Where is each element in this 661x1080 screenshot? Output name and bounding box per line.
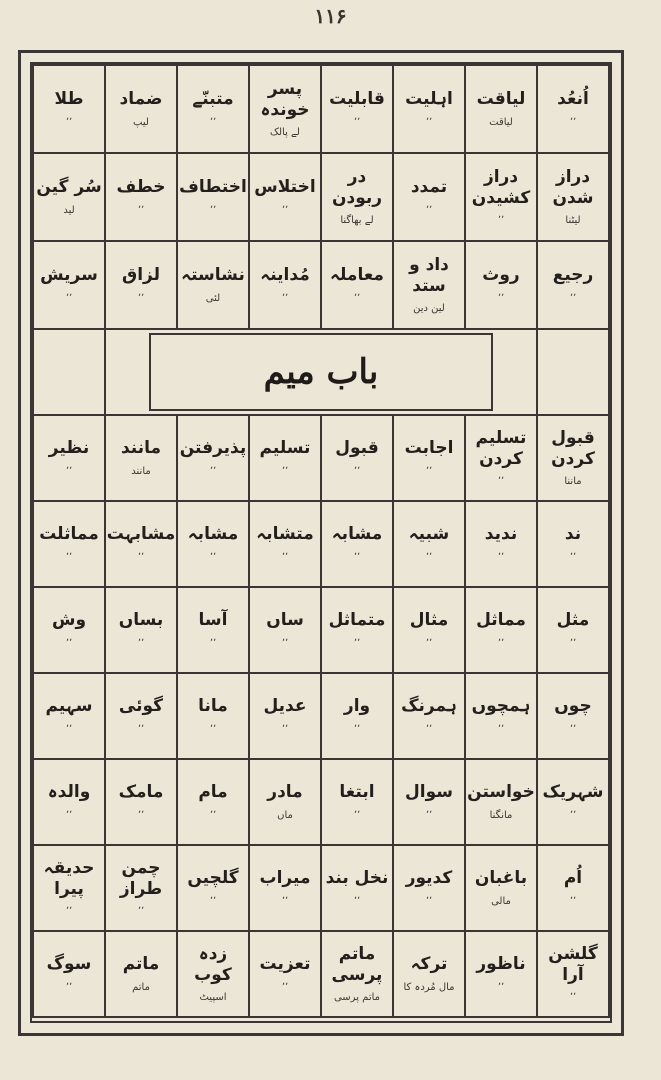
cell-word: ضماد — [119, 89, 163, 110]
cell-word: بساں — [118, 610, 164, 631]
table-cell — [177, 501, 249, 587]
cell-word: مام — [198, 782, 228, 803]
cell-gloss: ٬٬ — [353, 637, 361, 649]
page-number: ۱۱۶ — [314, 4, 347, 28]
cell-gloss: لیپ — [133, 116, 149, 128]
cell-word: پذیرفتن — [179, 438, 247, 459]
table-cell — [465, 931, 537, 1017]
cell-word: خطف — [116, 177, 166, 198]
table-cell — [321, 501, 393, 587]
cell-gloss: ماننا — [564, 475, 582, 487]
cell-gloss: ماں — [277, 809, 293, 821]
table-row — [33, 501, 609, 587]
table-cell — [465, 501, 537, 587]
cell-gloss: ٬٬ — [425, 809, 433, 821]
table-cell — [33, 501, 105, 587]
cell-gloss: ٬٬ — [497, 214, 505, 226]
table-cell — [177, 587, 249, 673]
cell-gloss: ٬٬ — [281, 204, 289, 216]
table-cell — [465, 241, 537, 329]
cell-word: مماثلت — [39, 524, 99, 545]
cell-word: تسلیم — [259, 438, 311, 459]
table-cell — [105, 241, 177, 329]
heading-cell — [105, 329, 537, 415]
table-cell — [105, 931, 177, 1017]
cell-word: تعزیت — [259, 954, 311, 975]
cell-word: چمن طراز — [119, 858, 163, 899]
cell-gloss: ٬٬ — [209, 723, 217, 735]
cell-word: معاملہ — [330, 265, 384, 286]
table-cell — [465, 65, 537, 153]
table-cell — [105, 587, 177, 673]
cell-word: مادر — [267, 782, 303, 803]
table-cell — [393, 931, 465, 1017]
cell-gloss: ٬٬ — [425, 723, 433, 735]
cell-word: زدہ کوب — [194, 944, 232, 985]
cell-gloss: ٬٬ — [569, 895, 577, 907]
cell-word: اجابت — [404, 438, 454, 459]
table-row — [33, 587, 609, 673]
cell-word: دراز شدن — [552, 167, 594, 208]
cell-gloss: ٬٬ — [497, 637, 505, 649]
table-cell — [537, 931, 609, 1017]
table-cell — [177, 415, 249, 501]
chapter-heading: باب میم — [149, 333, 493, 411]
cell-gloss: ٬٬ — [497, 723, 505, 735]
table-cell — [537, 845, 609, 931]
cell-gloss: ماتم — [132, 981, 150, 993]
cell-word: قابلیت — [329, 89, 385, 110]
cell-word: نخل بند — [325, 868, 389, 889]
cell-word: تمدد — [410, 177, 448, 198]
table-cell — [177, 153, 249, 241]
cell-word: مانا — [198, 696, 228, 717]
cell-word: دراز کشیدن — [471, 167, 531, 208]
table-cell — [249, 241, 321, 329]
cell-gloss: ٬٬ — [569, 991, 577, 1003]
cell-gloss: ٬٬ — [425, 204, 433, 216]
table-cell — [393, 759, 465, 845]
table-row — [33, 241, 609, 329]
table-cell — [249, 501, 321, 587]
table-cell — [321, 153, 393, 241]
table-row — [33, 153, 609, 241]
cell-word: باغبان — [474, 868, 528, 889]
cell-gloss: ٬٬ — [65, 292, 73, 304]
cell-gloss: لین دین — [413, 302, 445, 314]
cell-gloss: لے پالک — [270, 126, 300, 138]
cell-gloss: ٬٬ — [353, 551, 361, 563]
table-cell — [33, 845, 105, 931]
cell-gloss: ٬٬ — [353, 723, 361, 735]
cell-gloss: ٬٬ — [137, 204, 145, 216]
cell-gloss: ٬٬ — [569, 116, 577, 128]
table-section-after-heading — [33, 415, 609, 1017]
cell-gloss: مال مُردہ کا — [403, 981, 455, 993]
table-cell — [321, 759, 393, 845]
table-cell — [249, 587, 321, 673]
cell-word: متماثل — [328, 610, 386, 631]
cell-word: شبیہ — [408, 524, 450, 545]
cell-gloss: ٬٬ — [137, 905, 145, 917]
cell-word: اختطاف — [179, 177, 247, 198]
cell-gloss: ٬٬ — [425, 551, 433, 563]
table-cell — [321, 673, 393, 759]
cell-gloss: لے بھاگنا — [340, 214, 374, 226]
cell-word: وار — [343, 696, 371, 717]
cell-gloss: ٬٬ — [281, 895, 289, 907]
cell-word: مشابہ — [331, 524, 383, 545]
cell-word: قبول کردن — [551, 428, 595, 469]
table-cell — [177, 931, 249, 1017]
cell-gloss: ٬٬ — [65, 905, 73, 917]
cell-gloss: ماتم پرسی — [333, 991, 381, 1003]
cell-word: لیاقت — [476, 89, 526, 110]
cell-word: مامک — [118, 782, 164, 803]
table-cell — [393, 241, 465, 329]
table-cell — [465, 759, 537, 845]
table-cell — [537, 153, 609, 241]
cell-gloss: ٬٬ — [425, 895, 433, 907]
cell-gloss: ٬٬ — [137, 551, 145, 563]
table-row — [33, 931, 609, 1017]
cell-word: لزاق — [122, 265, 160, 286]
cell-word: پسر خوندہ — [260, 79, 310, 120]
table-row — [33, 759, 609, 845]
cell-gloss: ٬٬ — [569, 551, 577, 563]
table-cell — [177, 65, 249, 153]
table-cell — [33, 673, 105, 759]
table-cell — [321, 845, 393, 931]
table-cell — [393, 587, 465, 673]
cell-gloss: ٬٬ — [65, 637, 73, 649]
cell-word: گلچیں — [187, 868, 239, 889]
cell-word: مانند — [120, 438, 162, 459]
table-cell — [105, 153, 177, 241]
cell-word: سریش — [40, 265, 98, 286]
table-section-before-heading — [33, 65, 609, 329]
table-cell — [537, 587, 609, 673]
cell-gloss: لید — [63, 204, 75, 216]
cell-gloss: ٬٬ — [209, 204, 217, 216]
cell-word: ناظور — [476, 954, 526, 975]
heading-section — [33, 329, 609, 415]
cell-word: سُر گین — [36, 177, 102, 198]
cell-gloss: ٬٬ — [209, 809, 217, 821]
table-cell — [177, 241, 249, 329]
cell-gloss: ٬٬ — [497, 981, 505, 993]
cell-gloss: ٬٬ — [569, 809, 577, 821]
table-cell — [321, 587, 393, 673]
cell-word: ترکہ — [410, 954, 448, 975]
cell-word: ہمرنگ — [401, 696, 457, 717]
cell-word: آسا — [198, 610, 228, 631]
table-row — [33, 415, 609, 501]
cell-gloss: ٬٬ — [209, 116, 217, 128]
table-cell — [537, 241, 609, 329]
cell-gloss: اسپیٹ — [199, 991, 227, 1003]
cell-word: متشابہ — [256, 524, 314, 545]
table-cell — [465, 153, 537, 241]
table-cell — [33, 65, 105, 153]
table-cell — [537, 65, 609, 153]
table-cell — [537, 415, 609, 501]
cell-gloss: ٬٬ — [209, 551, 217, 563]
cell-gloss: مالی — [491, 895, 511, 907]
cell-word: مُداینہ — [260, 265, 310, 286]
cell-gloss: ٬٬ — [65, 723, 73, 735]
cell-word: میراب — [259, 868, 311, 889]
cell-word: مماثل — [476, 610, 526, 631]
cell-word: در ربودن — [331, 167, 383, 208]
table-cell — [249, 931, 321, 1017]
cell-word: سوال — [405, 782, 453, 803]
table-cell — [177, 673, 249, 759]
cell-word: چوں — [554, 696, 592, 717]
cell-word: داد و ستد — [409, 255, 449, 296]
cell-word: اُم — [563, 868, 583, 889]
cell-gloss: ٬٬ — [569, 723, 577, 735]
table-cell — [537, 759, 609, 845]
cell-gloss: ٬٬ — [497, 292, 505, 304]
table-cell — [321, 415, 393, 501]
cell-gloss: ٬٬ — [353, 292, 361, 304]
cell-word: ماتم — [122, 954, 160, 975]
table-cell — [33, 759, 105, 845]
table-cell — [249, 759, 321, 845]
table-cell — [33, 415, 105, 501]
table-cell — [105, 501, 177, 587]
cell-word: ساں — [266, 610, 304, 631]
cell-word: اُنعُد — [557, 89, 589, 110]
table-cell — [105, 415, 177, 501]
table-cell — [177, 759, 249, 845]
cell-word: حدیقہ پیرا — [43, 858, 95, 899]
cell-gloss: لیٹنا — [565, 214, 581, 226]
table-cell — [177, 845, 249, 931]
table-cell — [393, 65, 465, 153]
table-cell — [105, 65, 177, 153]
cell-gloss: ٬٬ — [353, 809, 361, 821]
cell-word: ماتم پرسی — [331, 944, 383, 985]
cell-gloss: ٬٬ — [353, 465, 361, 477]
table-cell — [321, 241, 393, 329]
cell-gloss: ٬٬ — [65, 116, 73, 128]
cell-gloss: ٬٬ — [209, 637, 217, 649]
table-cell — [465, 673, 537, 759]
cell-gloss: مانگنا — [489, 809, 513, 821]
cell-gloss: ٬٬ — [281, 465, 289, 477]
cell-word: طلا — [54, 89, 84, 110]
cell-gloss: ٬٬ — [209, 895, 217, 907]
table-cell — [33, 931, 105, 1017]
table-cell — [393, 673, 465, 759]
vocabulary-table — [32, 64, 610, 1018]
cell-gloss: ٬٬ — [65, 465, 73, 477]
table-cell — [33, 153, 105, 241]
cell-gloss: ٬٬ — [569, 637, 577, 649]
table-cell — [537, 673, 609, 759]
cell-gloss: ٬٬ — [353, 116, 361, 128]
cell-gloss: ٬٬ — [281, 637, 289, 649]
cell-gloss: ٬٬ — [65, 981, 73, 993]
cell-word: والدہ — [47, 782, 91, 803]
cell-gloss: ٬٬ — [137, 637, 145, 649]
cell-word: اہلیت — [405, 89, 453, 110]
table-cell — [249, 415, 321, 501]
cell-gloss: مانند — [131, 465, 151, 477]
cell-gloss: لیاقت — [489, 116, 513, 128]
table-cell — [33, 587, 105, 673]
cell-gloss: ٬٬ — [425, 637, 433, 649]
cell-word: کدیور — [405, 868, 453, 889]
cell-gloss: ٬٬ — [137, 809, 145, 821]
cell-word: ابتغا — [339, 782, 375, 803]
cell-gloss: ٬٬ — [497, 551, 505, 563]
cell-gloss: ٬٬ — [281, 723, 289, 735]
heading-side-cell-left — [33, 329, 105, 415]
table-cell — [105, 673, 177, 759]
table-cell — [465, 415, 537, 501]
table-cell — [537, 501, 609, 587]
cell-gloss: ٬٬ — [65, 809, 73, 821]
table-cell — [393, 415, 465, 501]
cell-gloss: ٬٬ — [281, 551, 289, 563]
cell-word: نظیر — [48, 438, 90, 459]
cell-word: ہمچوں — [471, 696, 531, 717]
cell-gloss: ٬٬ — [65, 551, 73, 563]
table-cell — [249, 845, 321, 931]
table-cell — [393, 845, 465, 931]
cell-gloss: ٬٬ — [353, 895, 361, 907]
cell-word: متبنّے — [192, 89, 234, 110]
cell-gloss: ٬٬ — [425, 465, 433, 477]
table-row — [33, 65, 609, 153]
cell-word: وش — [51, 610, 87, 631]
heading-side-cell-right — [537, 329, 609, 415]
cell-word: ند — [564, 524, 582, 545]
cell-gloss: ٬٬ — [209, 465, 217, 477]
cell-gloss: ٬٬ — [497, 475, 505, 487]
cell-word: ندید — [484, 524, 518, 545]
table-cell — [321, 931, 393, 1017]
cell-word: مشابہت — [106, 524, 176, 545]
cell-word: گلشن آرا — [548, 944, 598, 985]
table-cell — [465, 587, 537, 673]
table-row — [33, 845, 609, 931]
cell-gloss: ٬٬ — [569, 292, 577, 304]
cell-gloss: لئی — [205, 292, 221, 304]
cell-word: مثل — [556, 610, 590, 631]
cell-word: اختلاس — [254, 177, 316, 198]
cell-word: مثال — [409, 610, 449, 631]
heading-row — [33, 329, 609, 415]
cell-gloss: ٬٬ — [137, 723, 145, 735]
cell-word: شہریک — [542, 782, 604, 803]
cell-word: نشاستہ — [181, 265, 245, 286]
table-row — [33, 673, 609, 759]
cell-word: تسلیم کردن — [475, 428, 527, 469]
cell-word: گوئی — [118, 696, 164, 717]
cell-gloss: ٬٬ — [281, 981, 289, 993]
table-cell — [249, 153, 321, 241]
cell-gloss: ٬٬ — [137, 292, 145, 304]
cell-word: سوگ — [46, 954, 92, 975]
cell-word: سہیم — [45, 696, 93, 717]
table-cell — [465, 845, 537, 931]
table-cell — [393, 501, 465, 587]
cell-word: روث — [482, 265, 520, 286]
table-cell — [249, 65, 321, 153]
cell-word: مشابہ — [187, 524, 239, 545]
cell-word: خواستن — [467, 782, 535, 803]
cell-word: رجیع — [552, 265, 594, 286]
table-cell — [321, 65, 393, 153]
cell-word: عدیل — [263, 696, 307, 717]
table-cell — [105, 759, 177, 845]
cell-gloss: ٬٬ — [425, 116, 433, 128]
table-cell — [105, 845, 177, 931]
cell-word: قبول — [335, 438, 379, 459]
table-cell — [33, 241, 105, 329]
table-cell — [393, 153, 465, 241]
table-cell — [249, 673, 321, 759]
cell-gloss: ٬٬ — [281, 292, 289, 304]
